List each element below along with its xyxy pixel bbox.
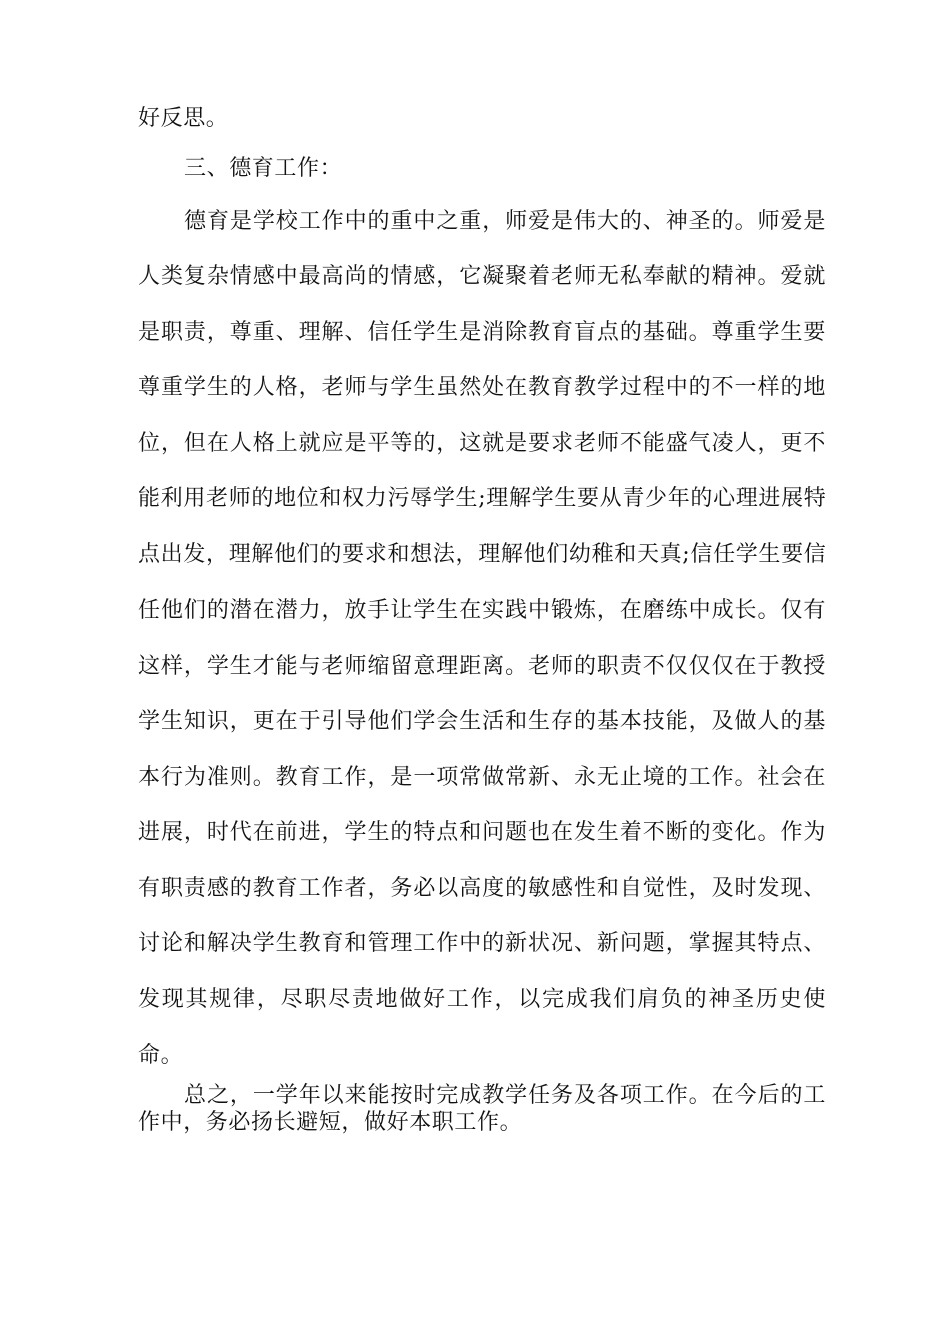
paragraph-line: 位，但在人格上就应是平等的，这就是要求老师不能盛气凌人，更不 (138, 431, 826, 456)
paragraph-line: 学生知识，更在于引导他们学会生活和生存的基本技能，及做人的基 (138, 709, 826, 734)
text-line-continuation: 好反思。 (138, 106, 229, 131)
paragraph-line: 本行为准则。教育工作，是一项常做常新、永无止境的工作。社会在 (138, 765, 826, 790)
paragraph-line: 发现其规律，尽职尽责地做好工作，以完成我们肩负的神圣历史使 (138, 987, 826, 1012)
paragraph-line: 德育是学校工作中的重中之重，师爱是伟大的、神圣的。师爱是 (184, 209, 826, 234)
conclusion-line-last: 作中，务必扬长避短，做好本职工作。 (138, 1110, 523, 1135)
paragraph-line: 讨论和解决学生教育和管理工作中的新状况、新问题，掌握其特点、 (138, 931, 826, 956)
conclusion-line: 总之，一学年以来能按时完成教学任务及各项工作。在今后的工 (184, 1083, 826, 1108)
section-heading: 三、德育工作： (184, 156, 343, 181)
paragraph-line: 有职责感的教育工作者，务必以高度的敏感性和自觉性，及时发现、 (138, 876, 826, 901)
paragraph-line: 尊重学生的人格，老师与学生虽然处在教育教学过程中的不一样的地 (138, 375, 826, 400)
paragraph-line: 点出发，理解他们的要求和想法，理解他们幼稚和天真;信任学生要信 (138, 542, 826, 567)
paragraph-line: 任他们的潜在潜力，放手让学生在实践中锻炼，在磨练中成长。仅有 (138, 598, 826, 623)
paragraph-line: 能利用老师的地位和权力污辱学生;理解学生要从青少年的心理进展特 (138, 486, 826, 511)
paragraph-line: 是职责，尊重、理解、信任学生是消除教育盲点的基础。尊重学生要 (138, 320, 826, 345)
paragraph-line: 进展，时代在前进，学生的特点和问题也在发生着不断的变化。作为 (138, 820, 826, 845)
paragraph-line: 这样，学生才能与老师缩留意理距离。老师的职责不仅仅仅在于教授 (138, 654, 826, 679)
paragraph-line-last: 命。 (138, 1043, 184, 1068)
paragraph-line: 人类复杂情感中最高尚的情感，它凝聚着老师无私奉献的精神。爱就 (138, 264, 826, 289)
